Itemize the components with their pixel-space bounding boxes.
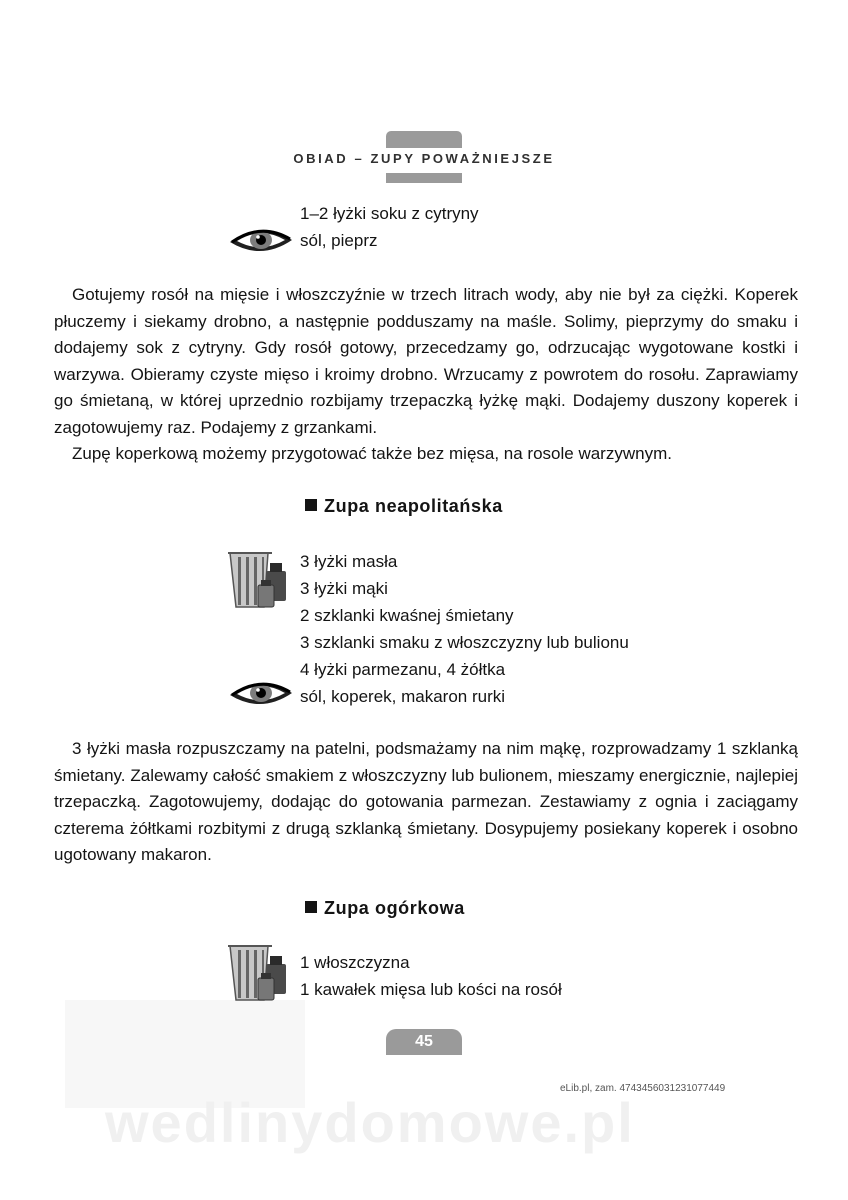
ingredient-item: 3 łyżki mąki [300, 579, 388, 598]
eye-icon [228, 225, 294, 255]
measuring-jug-icon [228, 942, 290, 1002]
paragraph: Gotujemy rosół na mięsie i włoszczyźnie w trzech litrach wody, aby nie był za ciężki. Koperek płuczemy i siekamy drobno, a następnie podduszamy na maśle. Solimy, pieprzymy do smaku i dodajemy sok z cytryny. Gdy rosół gotowy, przecedzamy go, odrzucając wygotowane kostki i warzywa. Obieramy czyste mięso i kroimy drobno. Wrzucamy z powrotem do rosołu. Zaprawiamy go śmietaną, w której uprzednio rozbijamy trzepaczką łyżkę mąki. Dodajemy duszony koperek i zagotowujemy raz. Podajemy z grzankami. [54, 285, 798, 437]
ingredient-list [300, 200, 479, 254]
ingredient-list [300, 548, 629, 710]
ingredient-item: 1 kawałek mięsa lub kości na rosół [300, 980, 562, 999]
ingredient-item: sól, pieprz [300, 231, 378, 250]
ingredient-item: 3 łyżki masła [300, 552, 398, 571]
ingredient-item: 1 włoszczyzna [300, 953, 410, 972]
header-tab [386, 131, 462, 148]
recipe-instructions [54, 282, 798, 468]
recipe-instructions [54, 736, 798, 869]
paragraph: Zupę koperkową możemy przygotować także bez mięsa, na rosole warzywnym. [72, 444, 672, 463]
eye-icon [228, 678, 294, 708]
recipe-title [305, 898, 465, 919]
ingredient-item: 2 szklanki kwaśnej śmietany [300, 606, 514, 625]
paragraph: 3 łyżki masła rozpuszczamy na patelni, podsmażamy na nim mąkę, rozprowadzamy 1 szklanką śmietany. Zalewamy całość smakiem z włoszczyzny lub bulionem, mieszamy energicznie, najlepiej trzepaczką. Zagotowujemy, dodając do gotowania parmezan. Zestawiamy z ognia i zaciągamy czterema żółtkami rozbitymi z drugą szklanką śmietany. Dosypujemy posiekany koperek i osobno ugotowany makaron. [54, 739, 798, 864]
page-number: 45 [386, 1029, 462, 1055]
bullet-square-icon [305, 901, 317, 913]
ingredient-item: sól, koperek, makaron rurki [300, 687, 506, 706]
ingredient-item: 1–2 łyżki soku z cytryny [300, 204, 479, 223]
header-bar [386, 173, 462, 183]
bullet-square-icon [305, 499, 317, 511]
ingredient-item: 4 łyżki parmezanu, 4 żółtka [300, 660, 506, 679]
watermark: wedlinydomowe.pl [105, 1091, 635, 1154]
ingredient-item: 3 szklanki smaku z włoszczyzny lub bulionu [300, 633, 629, 652]
recipe-title-text: Zupa ogórkowa [324, 898, 465, 918]
recipe-title-text: Zupa neapolitańska [324, 496, 503, 516]
recipe-title [305, 496, 503, 517]
measuring-jug-icon [228, 549, 290, 609]
order-id: eLib.pl, zam. 4743456031231077449 [560, 1083, 726, 1094]
running-header: OBIAD – ZUPY POWAŻNIEJSZE [293, 151, 555, 166]
ingredient-list [300, 949, 562, 1003]
